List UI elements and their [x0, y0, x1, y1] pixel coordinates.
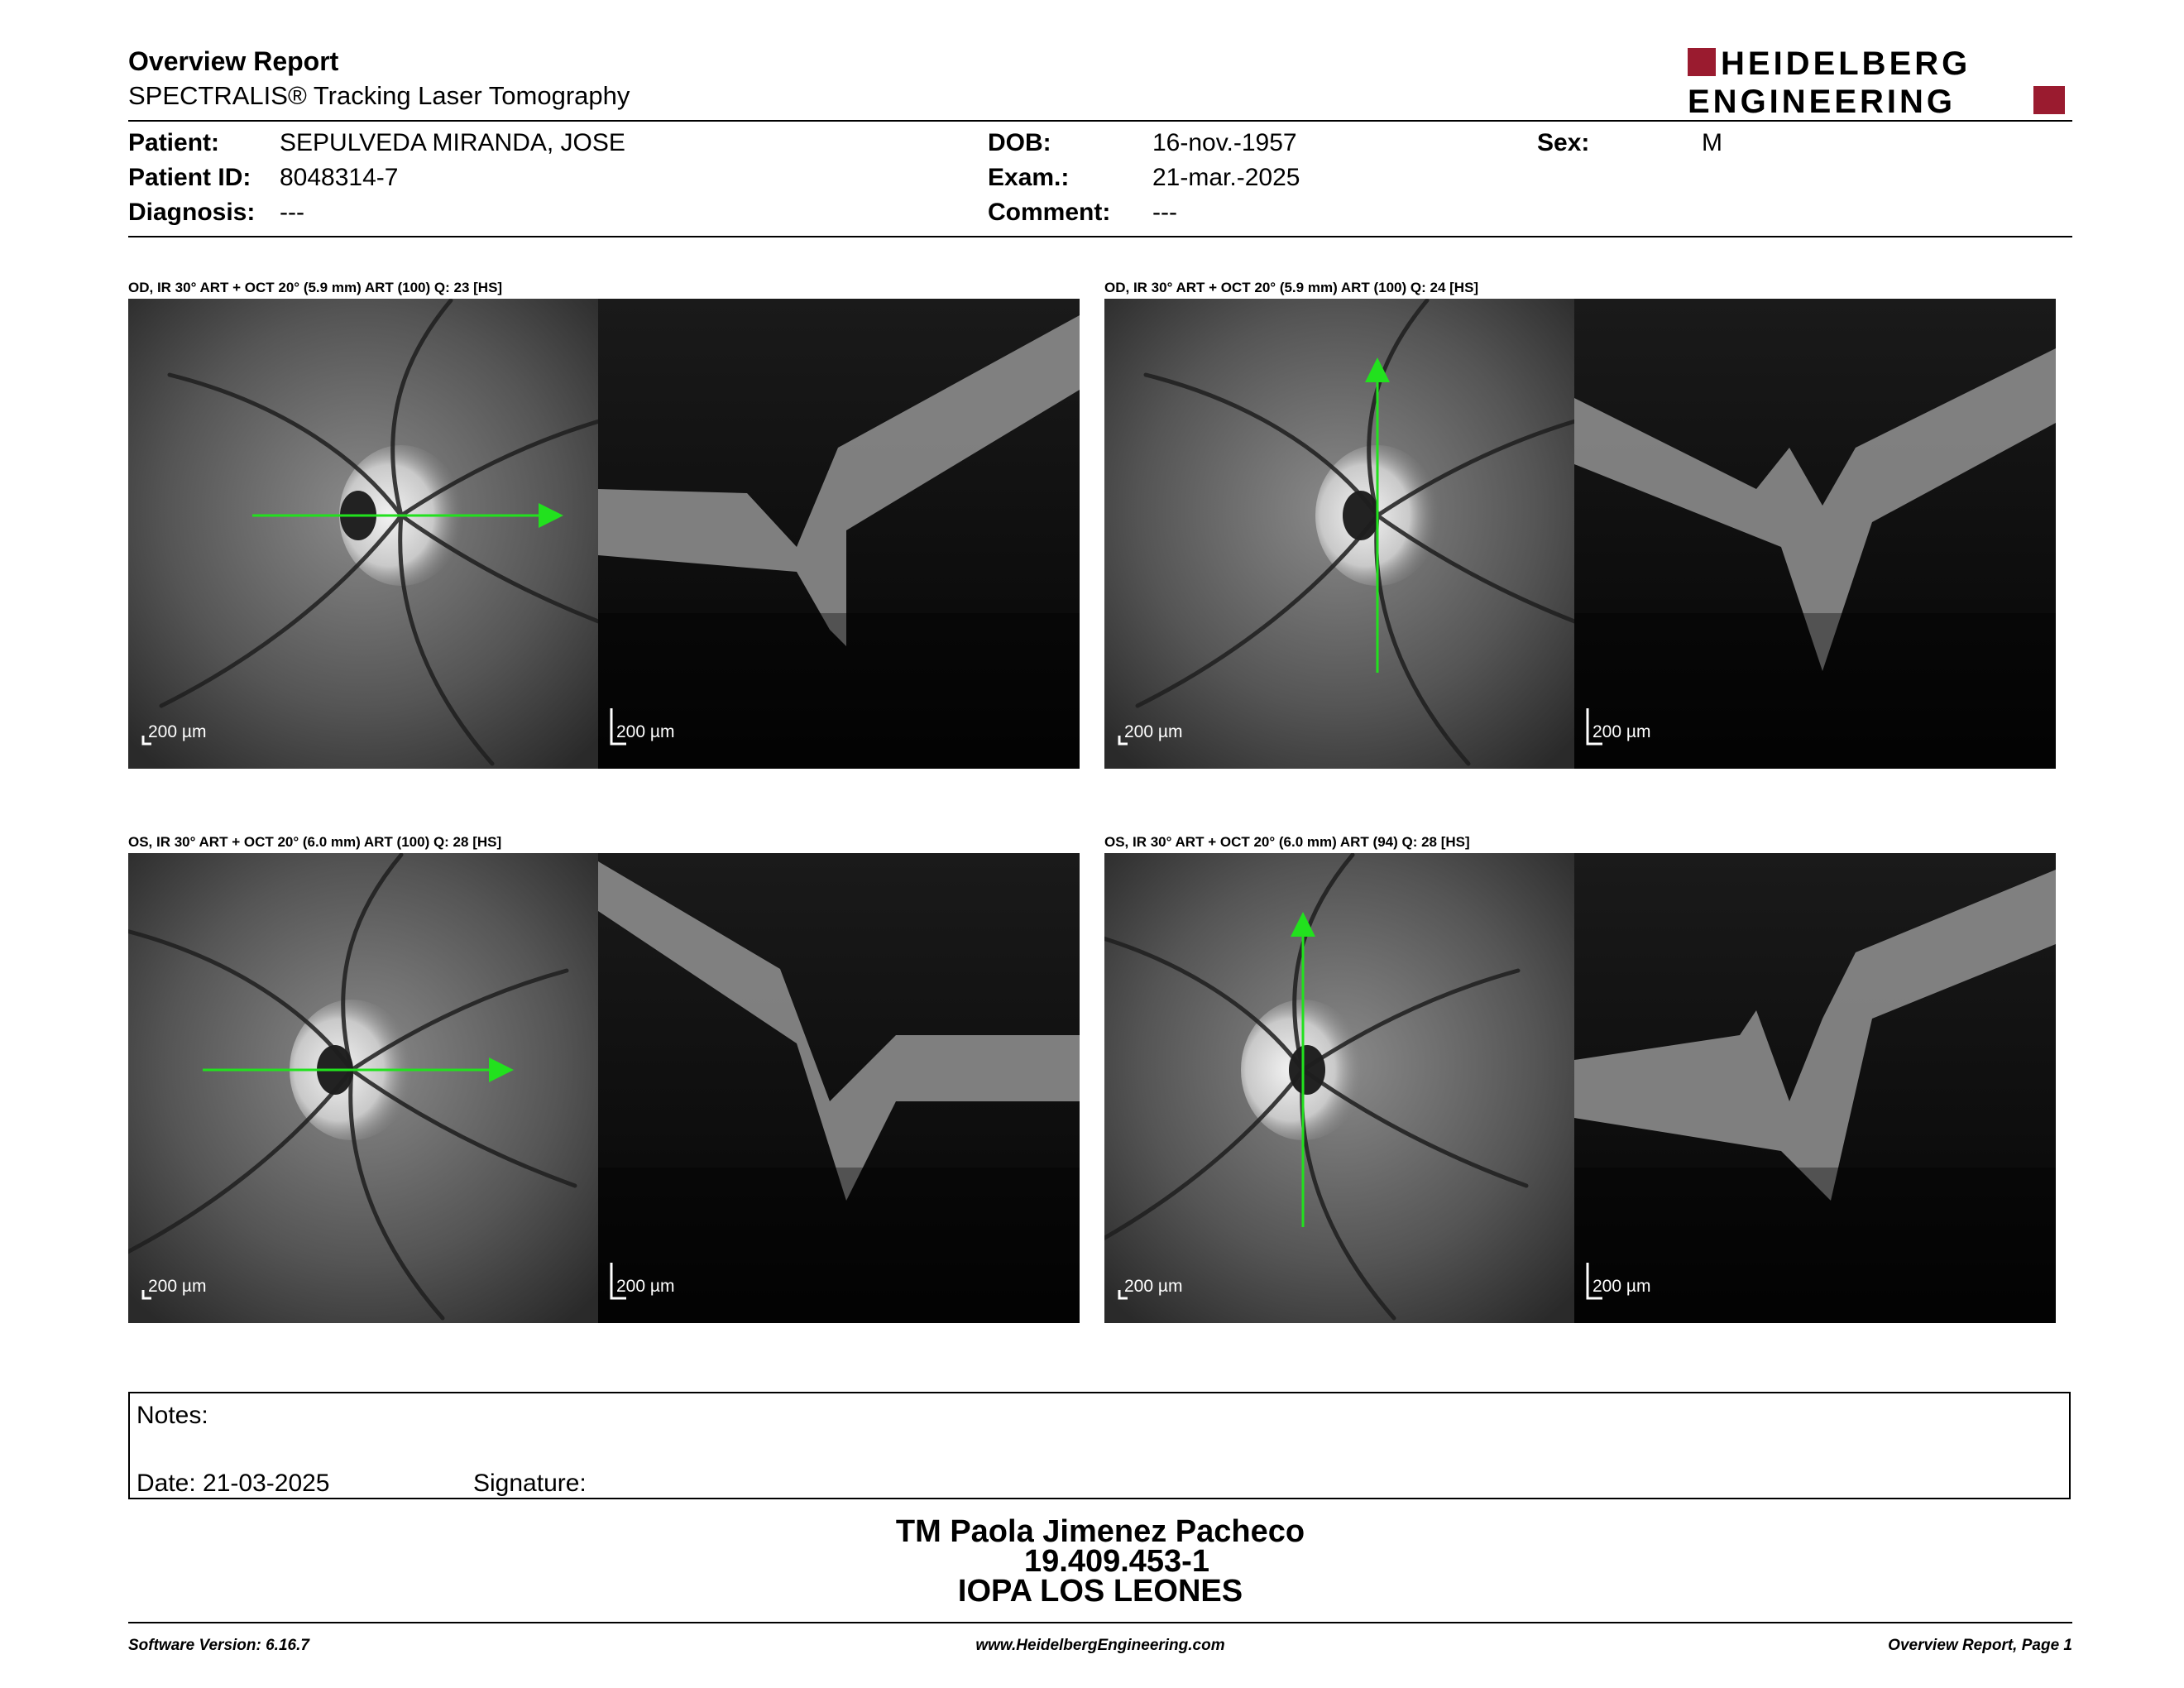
svg-text:HEIDELBERG: HEIDELBERG [1721, 46, 1971, 82]
comment-value: --- [1152, 199, 1177, 226]
scale-label-ir: 200 µm [1124, 1277, 1183, 1296]
technician-name: TM Paola Jimenez Pacheco [895, 1514, 1305, 1549]
footer-divider [128, 1622, 2072, 1623]
patient-name: SEPULVEDA MIRANDA, JOSE [280, 129, 625, 156]
scan-label-od-2: OD, IR 30° ART + OCT 20° (5.9 mm) ART (100) Q: 24 [HS] [1104, 280, 1479, 295]
scan-panel-od-1[interactable] [128, 299, 1080, 769]
info-divider [128, 236, 2072, 237]
scan-label-os-1: OS, IR 30° ART + OCT 20° (6.0 mm) ART (100) Q: 28 [HS] [128, 834, 502, 850]
diagnosis-label: Diagnosis: [128, 199, 256, 226]
exam-date: 21-mar.-2025 [1152, 164, 1300, 191]
scan-panel-os-1[interactable] [128, 853, 1080, 1323]
report-subtitle: SPECTRALIS® Tracking Laser Tomography [128, 81, 630, 110]
scale-label-oct: 200 µm [616, 1277, 675, 1296]
scale-label-ir: 200 µm [1124, 722, 1183, 741]
dob-label: DOB: [988, 129, 1051, 156]
signature-label: Signature: [473, 1470, 587, 1497]
patient-label: Patient: [128, 129, 220, 156]
notes-box[interactable] [128, 1392, 2071, 1499]
scale-label-oct: 200 µm [616, 722, 675, 741]
scan-label-os-2: OS, IR 30° ART + OCT 20° (6.0 mm) ART (94) Q: 28 [HS] [1104, 834, 1470, 850]
scan-graphic [1104, 853, 2056, 1323]
scan-panel-os-2[interactable] [1104, 853, 2056, 1323]
report-title: Overview Report [128, 46, 339, 76]
page-indicator: Overview Report, Page 1 [1888, 1637, 2072, 1654]
scan-panel-od-2[interactable] [1104, 299, 2056, 769]
software-version: Software Version: 6.16.7 [128, 1637, 309, 1654]
heidelberg-logo [1688, 46, 2068, 116]
scale-label-ir: 200 µm [148, 1277, 207, 1296]
scale-label-oct: 200 µm [1592, 722, 1651, 741]
notes-label: Notes: [136, 1402, 208, 1429]
sex-value: M [1702, 129, 1722, 156]
exam-label: Exam.: [988, 164, 1070, 191]
scan-graphic [128, 853, 1080, 1323]
notes-date: Date: 21-03-2025 [136, 1470, 330, 1497]
diagnosis-value: --- [280, 199, 304, 226]
scan-label-od-1: OD, IR 30° ART + OCT 20° (5.9 mm) ART (100) Q: 23 [HS] [128, 280, 503, 295]
sex-label: Sex: [1537, 129, 1590, 156]
svg-text:ENGINEERING: ENGINEERING [1688, 84, 1956, 116]
technician-institution: IOPA LOS LEONES [957, 1574, 1243, 1609]
dob-value: 16-nov.-1957 [1152, 129, 1297, 156]
scale-label-oct: 200 µm [1592, 1277, 1651, 1296]
scan-graphic [1104, 299, 2056, 769]
scan-graphic [128, 299, 1080, 769]
scale-label-ir: 200 µm [148, 722, 207, 741]
patient-id-label: Patient ID: [128, 164, 251, 191]
header-divider [128, 120, 2072, 122]
patient-id: 8048314-7 [280, 164, 399, 191]
technician-id: 19.409.453-1 [1024, 1544, 1209, 1579]
website-link[interactable]: www.HeidelbergEngineering.com [975, 1637, 1225, 1654]
comment-label: Comment: [988, 199, 1111, 226]
